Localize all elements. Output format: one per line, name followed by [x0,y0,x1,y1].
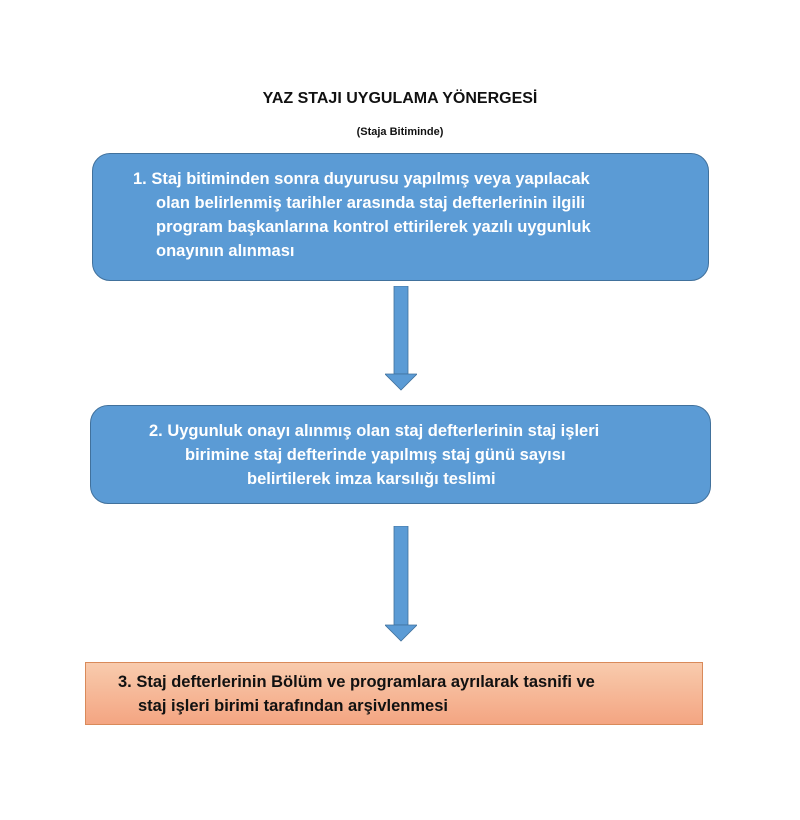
arrow-down-icon [385,286,417,392]
step-1-line: olan belirlenmiş tarihler arasında staj defterlerinin ilgili [156,194,586,212]
step-3-box [85,662,703,725]
diagram-title: YAZ STAJI UYGULAMA YÖNERGESİ [262,90,538,107]
step-2-line: birimine staj defterinde yapılmış staj günü sayısı [185,446,566,464]
step-3-line: staj işleri birimi tarafından arşivlenmesi [138,697,448,715]
step-1-box [92,153,709,281]
step-2-box [90,405,711,504]
arrow-down-icon [385,526,417,642]
step-3-line: 3. Staj defterlerinin Bölüm ve programlara ayrılarak tasnifi ve [118,673,595,691]
step-2-line: belirtilerek imza karsılığı teslimi [247,470,496,488]
step-2-line: 2. Uygunluk onayı alınmış olan staj defterlerinin staj işleri [149,422,600,440]
step-1-line: program başkanlarına kontrol ettirilerek yazılı uygunluk [156,218,591,236]
diagram-subtitle: (Staja Bitiminde) [356,126,444,138]
step-1-line: 1. Staj bitiminden sonra duyurusu yapılmış veya yapılacak [133,170,590,188]
step-1-line: onayının alınması [156,242,295,260]
